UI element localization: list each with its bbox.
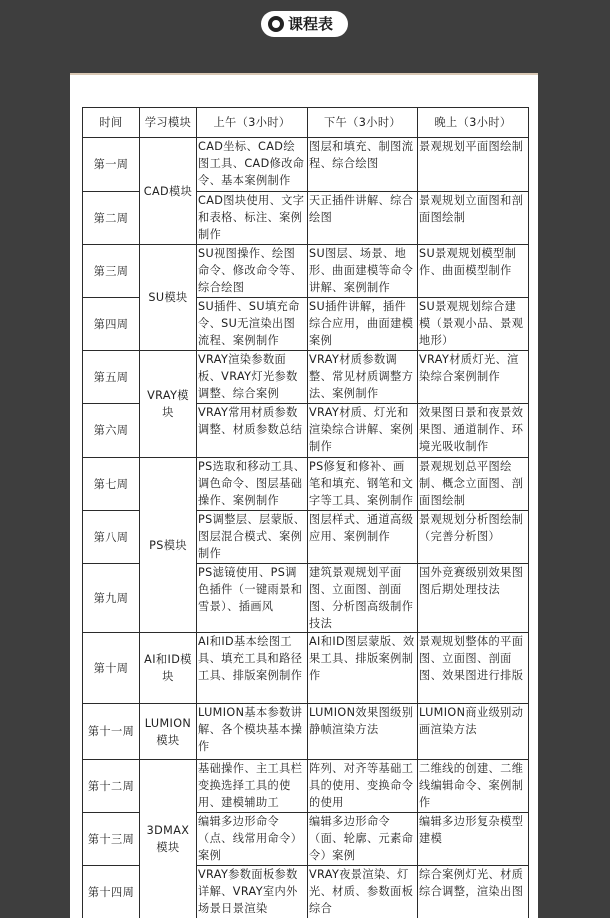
- schedule-card: [70, 73, 538, 918]
- evening-cell: 景观规划平面图绘制: [418, 138, 529, 192]
- module-cell: SU模块: [140, 245, 197, 351]
- evening-cell: LUMION商业级别动画渲染方法: [418, 704, 529, 760]
- module-cell: CAD模块: [140, 138, 197, 245]
- week-cell: 第六周: [83, 404, 140, 458]
- week-cell: 第九周: [83, 564, 140, 633]
- table-row: [83, 138, 529, 192]
- morning-cell: SU视图操作、绘图命令、修改命令等、综合绘图: [197, 245, 308, 298]
- header-bar: [0, 0, 610, 64]
- morning-cell: SU插件、SU填充命令、SU无渲染出图流程、案例制作: [197, 298, 308, 351]
- week-cell: 第十一周: [83, 704, 140, 760]
- evening-cell: 景观规划总平图绘制、概念立面图、剖面图绘制: [418, 458, 529, 511]
- column-header-morning: 上午（3小时）: [197, 108, 308, 138]
- morning-cell: AI和ID基本绘图工具、填充工具和路径工具、排版案例制作: [197, 633, 308, 704]
- afternoon-cell: SU图层、场景、地形、曲面建模等命令讲解、案例制作: [308, 245, 418, 298]
- week-cell: 第五周: [83, 351, 140, 404]
- evening-cell: 二维线的创建、二维线编辑命令、案例制作: [418, 760, 529, 813]
- week-cell: 第三周: [83, 245, 140, 298]
- morning-cell: 编辑多边形命令（点、线常用命令）案例: [197, 813, 308, 866]
- morning-cell: VRAY渲染参数面板、VRAY灯光参数调整、综合案例: [197, 351, 308, 404]
- table-row: [83, 351, 529, 404]
- morning-cell: CAD图块使用、文字和表格、标注、案例制作: [197, 192, 308, 245]
- afternoon-cell: AI和ID图层蒙版、效果工具、排版案例制作: [308, 633, 418, 704]
- table-row: [83, 245, 529, 298]
- morning-cell: PS滤镜使用、PS调色插件（一键雨景和雪景）、插画风: [197, 564, 308, 633]
- module-cell: AI和ID模块: [140, 633, 197, 704]
- circle-icon: [268, 16, 284, 32]
- column-header-afternoon: 下午（3小时）: [308, 108, 418, 138]
- column-header-time: 时间: [83, 108, 140, 138]
- evening-cell: 国外竞赛级别效果图图后期处理技法: [418, 564, 529, 633]
- morning-cell: CAD坐标、CAD绘图工具、CAD修改命令、基本案例制作: [197, 138, 308, 192]
- table-row: [83, 704, 529, 760]
- column-header-evening: 晚上（3小时）: [418, 108, 529, 138]
- afternoon-cell: VRAY夜景渲染、灯光、材质、参数面板综合: [308, 866, 418, 918]
- table-row: [83, 458, 529, 511]
- afternoon-cell: VRAY材质参数调整、常见材质调整方法、案例制作: [308, 351, 418, 404]
- week-cell: 第十周: [83, 633, 140, 704]
- schedule-table: [82, 107, 529, 918]
- evening-cell: 效果图日景和夜景效果图、通道制作、环境光吸收制作: [418, 404, 529, 458]
- module-cell: VRAY模块: [140, 351, 197, 458]
- afternoon-cell: PS修复和修补、画笔和填充、钢笔和文字等工具、案例制作: [308, 458, 418, 511]
- morning-cell: 基础操作、主工具栏变换选择工具的使用、建模辅助工: [197, 760, 308, 813]
- week-cell: 第十四周: [83, 866, 140, 918]
- evening-cell: 景观规划立面图和剖面图绘制: [418, 192, 529, 245]
- morning-cell: LUMION基本参数讲解、各个模块基本操作: [197, 704, 308, 760]
- module-cell: 3DMAX模块: [140, 760, 197, 918]
- week-cell: 第七周: [83, 458, 140, 511]
- module-cell: LUMION模块: [140, 704, 197, 760]
- afternoon-cell: 编辑多边形命令（面、轮廓、元素命令）案例: [308, 813, 418, 866]
- afternoon-cell: SU插件讲解，插件综合应用，曲面建模案例: [308, 298, 418, 351]
- afternoon-cell: 图层样式、通道高级应用、案例制作: [308, 511, 418, 564]
- evening-cell: 综合案例灯光、材质综合调整，渲染出图: [418, 866, 529, 918]
- morning-cell: VRAY常用材质参数调整、材质参数总结: [197, 404, 308, 458]
- afternoon-cell: 天正插件讲解、综合绘图: [308, 192, 418, 245]
- afternoon-cell: 阵列、对齐等基础工具的使用、变换命令的使用: [308, 760, 418, 813]
- evening-cell: 编辑多边形复杂模型建模: [418, 813, 529, 866]
- week-cell: 第二周: [83, 192, 140, 245]
- evening-cell: SU景观规划综合建模（景观小品、景观地形）: [418, 298, 529, 351]
- week-cell: 第十二周: [83, 760, 140, 813]
- evening-cell: 景观规划整体的平面图、立面图、剖面图、效果图进行排版: [418, 633, 529, 704]
- week-cell: 第十三周: [83, 813, 140, 866]
- afternoon-cell: 建筑景观规划平面图、立面图、剖面图、分析图高级制作技法: [308, 564, 418, 633]
- afternoon-cell: LUMION效果图级别静帧渲染方法: [308, 704, 418, 760]
- morning-cell: PS选取和移动工具、调色命令、图层基础操作、案例制作: [197, 458, 308, 511]
- week-cell: 第四周: [83, 298, 140, 351]
- morning-cell: PS调整层、层蒙版、图层混合模式、案例制作: [197, 511, 308, 564]
- title-badge: [261, 11, 348, 37]
- evening-cell: SU景观规划模型制作、曲面模型制作: [418, 245, 529, 298]
- page-title: 课程表: [288, 15, 334, 33]
- evening-cell: 景观规划分析图绘制（完善分析图）: [418, 511, 529, 564]
- evening-cell: VRAY材质灯光、渲染综合案例制作: [418, 351, 529, 404]
- table-row: [83, 760, 529, 813]
- column-header-module: 学习模块: [140, 108, 197, 138]
- week-cell: 第八周: [83, 511, 140, 564]
- afternoon-cell: VRAY材质、灯光和渲染综合讲解、案例制作: [308, 404, 418, 458]
- module-cell: PS模块: [140, 458, 197, 633]
- morning-cell: VRAY参数面板参数详解、VRAY室内外场景日景渲染: [197, 866, 308, 918]
- table-row: [83, 633, 529, 704]
- table-header-row: [83, 108, 529, 138]
- week-cell: 第一周: [83, 138, 140, 192]
- afternoon-cell: 图层和填充、制图流程、综合绘图: [308, 138, 418, 192]
